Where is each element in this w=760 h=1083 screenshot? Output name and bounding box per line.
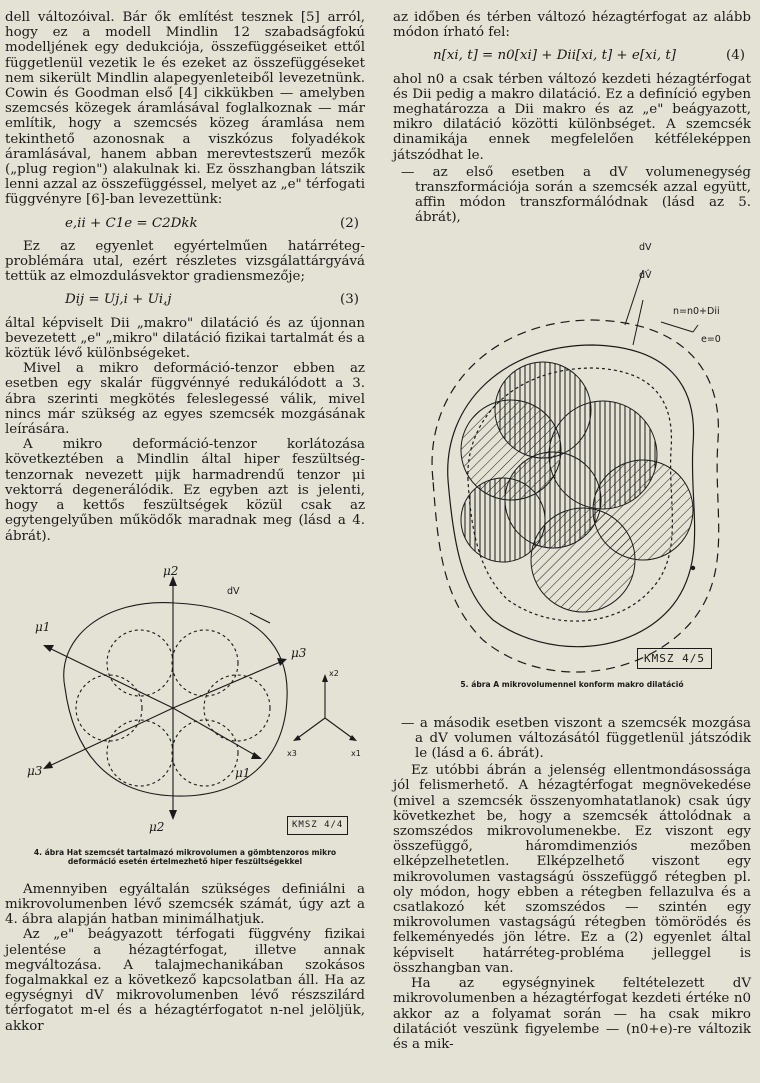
axis-x1: x1 [351, 748, 361, 758]
paragraph: ahol n0 a csak térben változó kezdeti hézagtérfogat és Dii pedig a makro dilatáció. Ez a definíció egyben meghatározza a Dii makro és az „e" beágyazott, mikro dilatáció közötti különbséget. A szemcsék dinamikája ennek megfelelően kétféleképpen játszódhat le. [393, 71, 751, 163]
figure-4-drawing [5, 568, 365, 843]
label-mu3-left: μ3 [27, 763, 43, 778]
figure-5-stamp: KMSZ 4/5 [637, 648, 712, 669]
left-column [5, 10, 365, 1034]
paragraph: A mikro deformáció-tenzor korlátozása következtében a Mindlin által hiper feszültség-tenzornak nevezett μijk harmadrendű tenzor μi vektorrá degenerálódik. Ez egyben azt is jelenti, hogy a kettős feszültségek közül csak az egytengelyűben működők maradnak meg (lásd a 4. ábrát). [5, 437, 365, 544]
figure-4 [5, 563, 365, 868]
equation-3 [5, 284, 365, 315]
paragraph: Ez az egyenlet egyértelműen határréteg-problémára utal, ezért részletes vizsgálattárgyává tettük az elmozdulásvektor gradiensmezője; [5, 238, 365, 285]
label-e-equation: e=0 [701, 333, 721, 345]
label-mu2-lower: μ2 [149, 819, 165, 834]
paragraph: Ez utóbbi ábrán a jelenség ellentmondásossága jól felismerhető. A hézagtérfogat megnövekedése (mivel a szemcsék összenyomhatatlanok) csak úgy következhet be, hogy a szemcsék áttolódnak a szomszédos mikrovolumenekbe. Ez viszont egy összefüggő, háromdimenziós mezőben elképzelhetetlen. Elképzelhető viszont egy mikrovolumen vastagságú összefüggő rétegben pl. oly módon, hogy ebben a rétegben fellazulva és a csatlakozó két szomszédos — szintén egy mikrovolumen vastagságú rétegben tömörödés és felkeményedés jön létre. Ez a (2) egyenlet által képviselt határréteg-probléma jelleggel is összhangban van. [393, 763, 751, 976]
label-dv: dV [639, 241, 652, 253]
equation-number: (4) [726, 48, 745, 64]
label-n-equation: n=n0+Dii [673, 305, 720, 317]
figure-4-caption: 4. ábra Hat szemcsét tartalmazó mikrovolumen a gömbtenzoros mikro deformáció esetén értelmezhető hiper feszültségekkel [33, 847, 337, 866]
paragraph: Ha az egységnyinek feltételezett dV mikrovolumenben a hézagtérfogat kezdeti értéke n0 akkor az a folyamat során — ha csak mikro dilatációt veszünk figyelembe — (n0+e)-re változik és a mik- [393, 976, 751, 1052]
axis-x3: x3 [287, 748, 297, 758]
label-mu3-right: μ3 [291, 645, 307, 660]
paragraph: által képviselt Dii „makro" dilatáció és az újonnan bevezetett „e" „mikro" dilatáció fizikai tartalmát és a köztük lévő különbségeket. [5, 315, 365, 362]
paragraph: Az „e" beágyazott térfogati függvény fizikai jelentése a hézagtérfogat, illetve annak megváltozása. A talajmechanikában szokásos fogalmakkal ez a következő kapcsolatban áll. Ha az egységnyi dV mikrovolumenben lévő részszilárd térfogatot m-el és a hézagtérfogatot n-nel jelöljük, akkor [5, 927, 365, 1034]
paragraph: az időben és térben változó hézagtérfogat az alább módon írható fel: [393, 10, 751, 41]
equation-text: Dij = Uj,i + Ui,j [65, 292, 172, 308]
paragraph: Mivel a mikro deformáció-tenzor ebben az esetben egy skalár függvénnyé redukálódott a 3. ábra szerinti megkötés feleslegessé válik, mivel nincs már szükség az egyes szemcsék mozgásának leírására. [5, 361, 365, 438]
right-column [393, 10, 751, 1052]
equation-text: n[xi, t] = n0[xi] + Dii[xi, t] + e[xi, t] [433, 48, 677, 64]
bullet-item: — a második esetben viszont a szemcsék mozgása a dV volumen változásától függetlenül játszódik le (lásd a 6. ábrát). [401, 715, 751, 762]
bullet-item: — az első esetben a dV volumenegység transzformációja során a szemcsék azzal együtt, affin módon transzformálódnak (lásd az 5. ábrát), [401, 164, 751, 226]
paragraph: Amennyiben egyáltalán szükséges definiálni a mikrovolumenben lévő szemcsék számát, úgy azt a 4. ábra alapján hatban minimálhatjuk. [5, 881, 365, 928]
equation-text: e,ii + C1e = C2Dkk [65, 215, 198, 231]
equation-number: (3) [340, 292, 359, 308]
figure-5 [393, 241, 751, 750]
equation-2 [5, 208, 365, 239]
figure-4-stamp: KMSZ 4/4 [287, 816, 348, 835]
equation-4 [393, 40, 751, 71]
figure-5-caption: 5. ábra A mikrovolumennel konform makro dilatáció [460, 679, 684, 689]
label-mu1-upper: μ1 [35, 619, 51, 634]
axis-x2: x2 [329, 668, 339, 678]
paragraph: dell változóival. Bár ők említést tesznek [5] arról, hogy ez a modell Mindlin 12 szabadságfokú modelljének egy dedukciója, összefüggéseiket ettől függetlenül vezetik le és ezeket az összefüggéseket nem sikerült Mindlin alapegyenleteiből levezetnünk. Cowin és Goodman első [4] cikkükben — amelyben szemcsés közegek áramlásával foglalkoznak — már említik, hogy a szemcsés közeg áramlása nem tekinthető azonosnak a viszkózus folyadékok áramlásával, hanem abban merevtestszerű mezők („plug region") alakulnak ki. Ez összhangban látszik lenni azzal az összefüggéssel, melyet az „e" térfogati függvényre [6]-ban levezettünk: [5, 10, 365, 208]
equation-number: (2) [340, 215, 359, 231]
label-dvhat: dV̂ [639, 269, 652, 281]
label-mu2: μ2 [163, 563, 179, 578]
label-mu1-lower: μ1 [235, 765, 251, 780]
label-dv: dV [227, 585, 240, 597]
